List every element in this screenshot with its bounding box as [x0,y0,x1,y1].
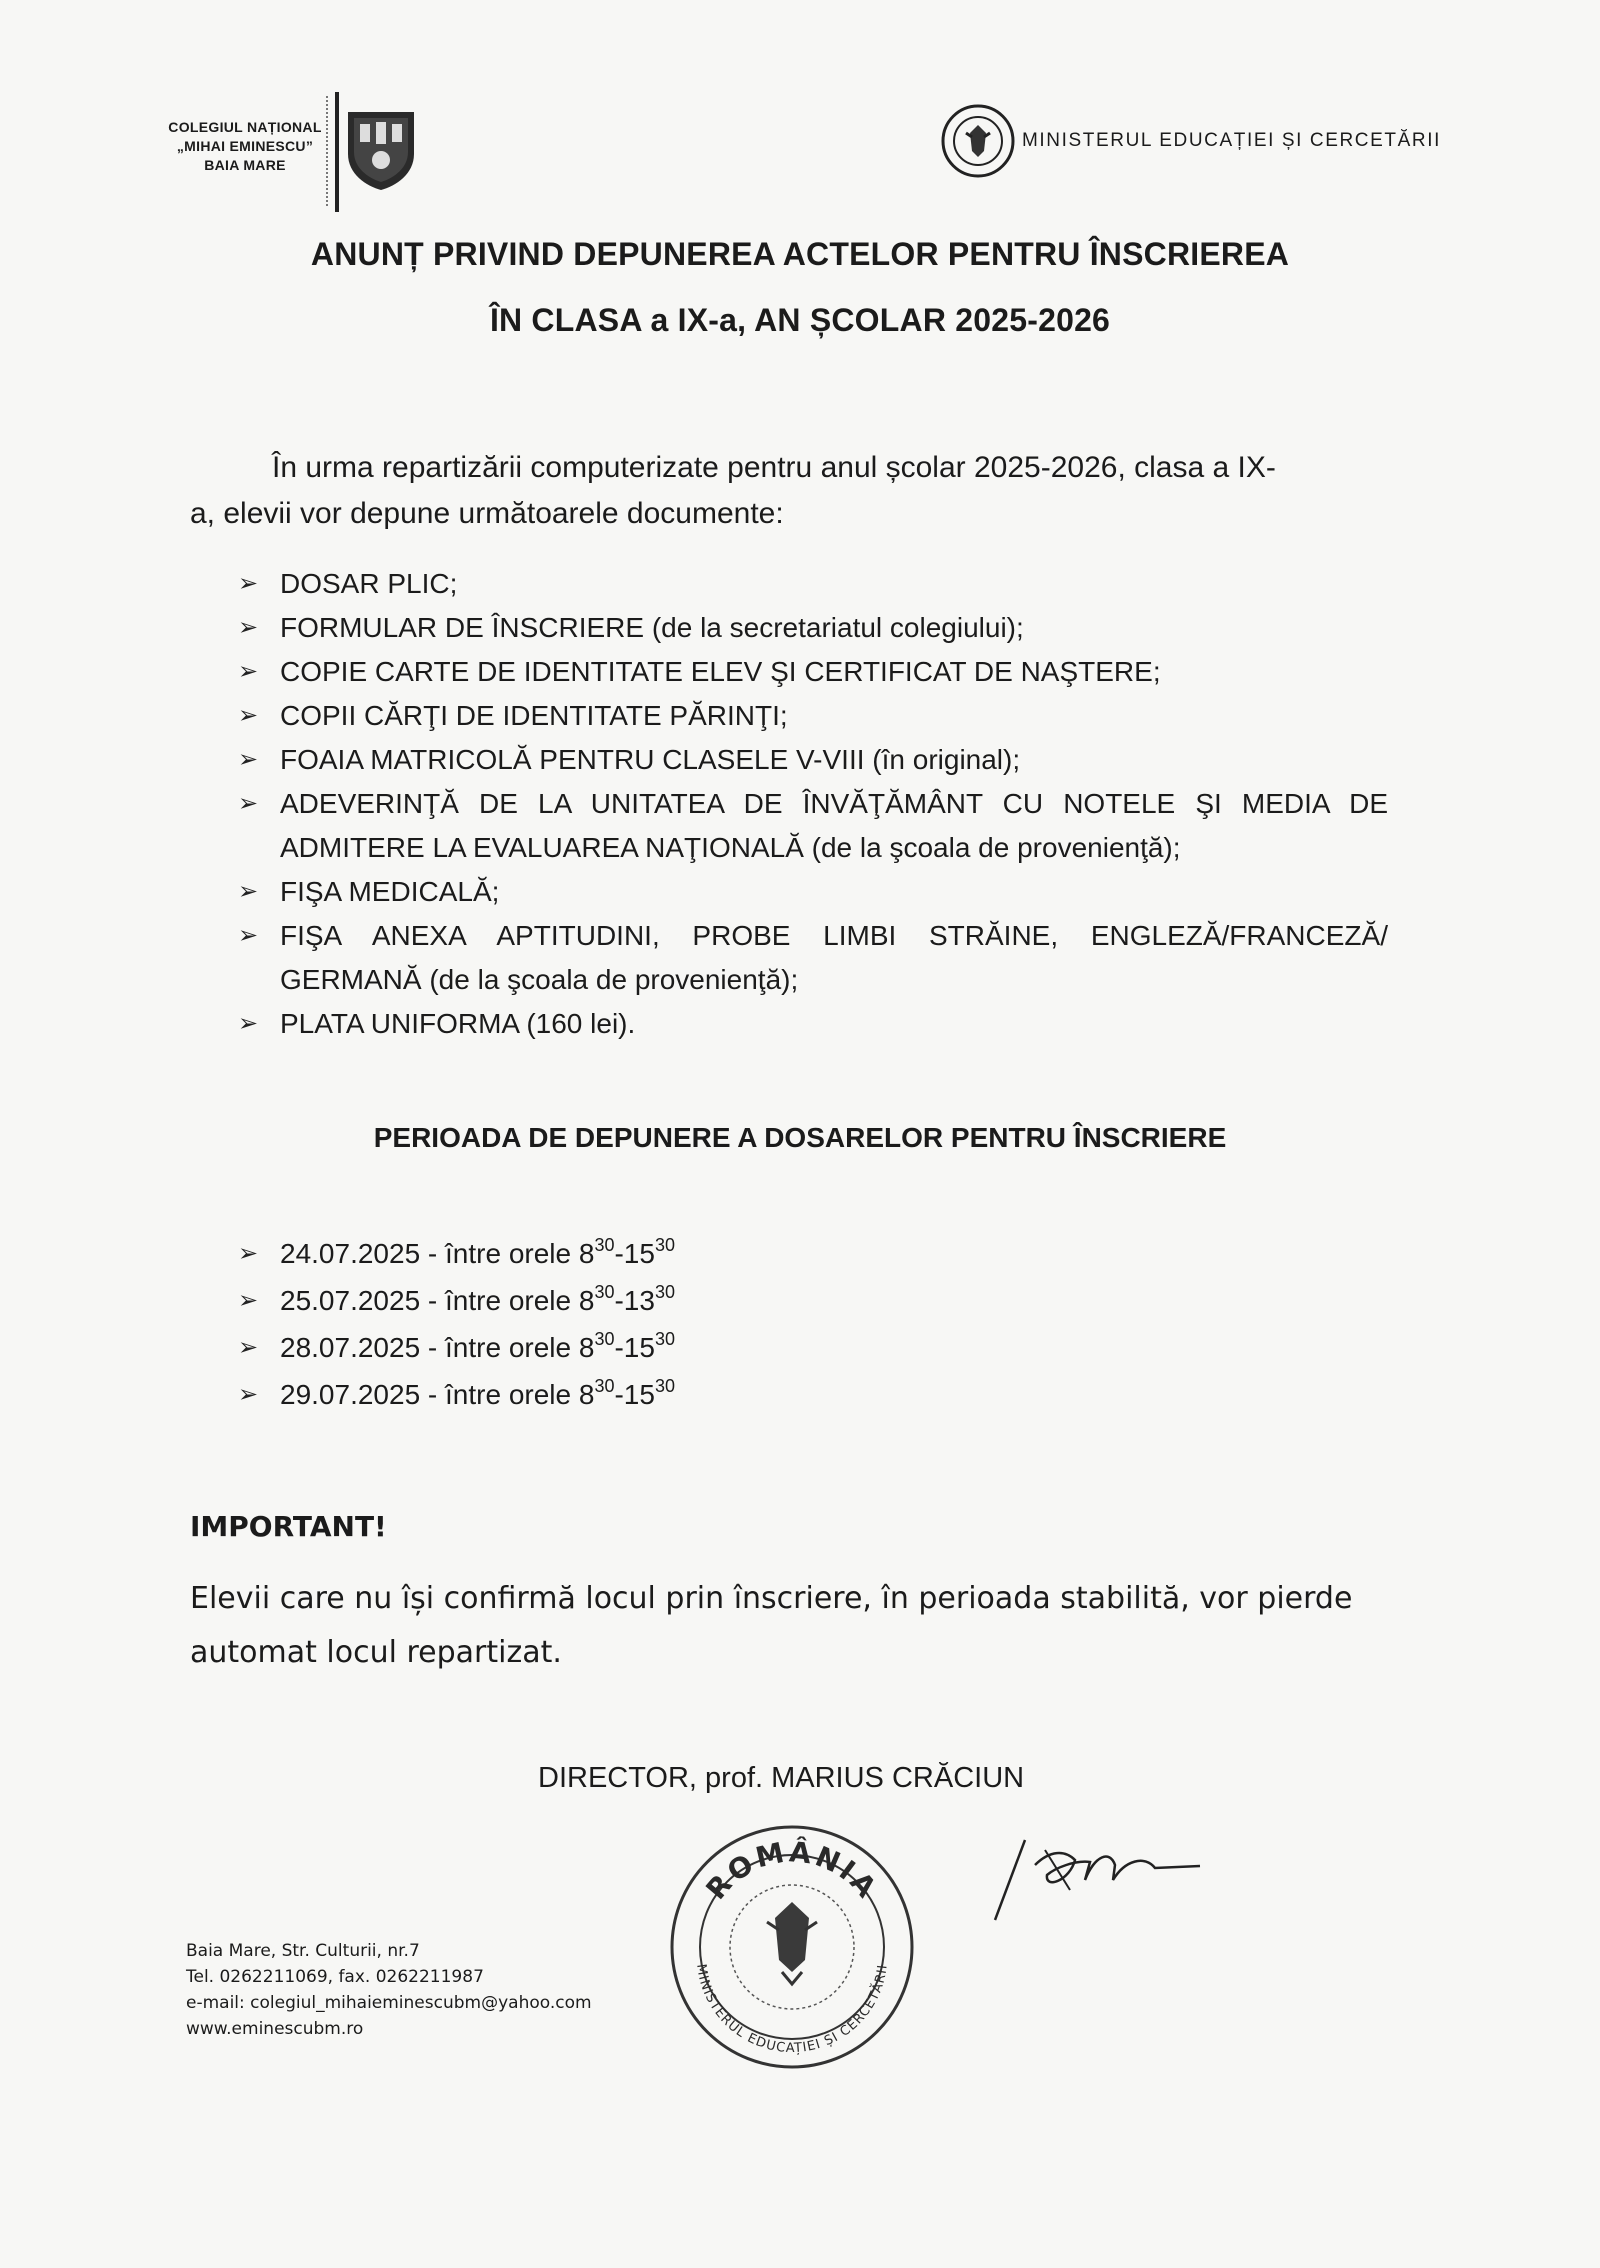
important-label: IMPORTANT! [190,1510,387,1543]
list-item: ➢ COPII CĂRŢI DE IDENTITATE PĂRINŢI; [238,694,1388,738]
list-item: ➢ FORMULAR DE ÎNSCRIERE (de la secretariatul colegiului); [238,606,1388,650]
documents-list [238,562,1388,1046]
list-item: ➢ ADEVERINŢĂ DE LA UNITATEA DE ÎNVĂŢĂMÂNT CU NOTELE ŞI MEDIA DE [238,782,1388,826]
school-crest-icon [346,110,416,192]
director-signature [975,1820,1205,1940]
arrow-bullet-icon: ➢ [238,1010,259,1037]
list-item: ➢ PLATA UNIFORMA (160 lei). [238,1002,1388,1046]
arrow-bullet-icon: ➢ [238,658,259,685]
important-notice: Elevii care nu își confirmă locul prin înscriere, în perioada stabilită, vor pierde automat locul repartizat. [190,1581,1353,1670]
school-name [150,118,340,175]
list-item: ➢ FOAIA MATRICOLĂ PENTRU CLASELE V-VIII (în original); [238,738,1388,782]
arrow-bullet-icon: ➢ [238,570,259,597]
intro-line-2: a, elevii vor depune următoarele documente: [190,497,784,530]
school-line-3: BAIA MARE [204,157,286,173]
list-item: ➢ 29.07.2025 - între orele $8^{30}-15^{30}$ [238,1373,938,1420]
header-divider [335,92,339,212]
list-item: ➢ 28.07.2025 - între orele $8^{30}-15^{30}$ [238,1326,938,1373]
ministry-seal-icon [940,103,1016,179]
svg-text:MINISTERUL EDUCAȚIEI ȘI CERCET: MINISTERUL EDUCAȚIEI ȘI CERCETĂRII [693,1963,891,2057]
header-dotted-divider [326,96,330,206]
official-stamp [667,1822,917,2072]
title-line-2: ÎN CLASA a IX-a, AN ȘCOLAR 2025-2026 [489,302,1111,338]
arrow-bullet-icon: ➢ [238,1381,259,1408]
footer-address: Baia Mare, Str. Culturii, nr.7 [186,1941,420,1961]
svg-text:ROMÂNIA: ROMÂNIA [699,1835,885,1906]
arrow-bullet-icon: ➢ [238,878,259,905]
arrow-bullet-icon: ➢ [238,1287,259,1314]
intro-line-1: În urma repartizării computerizate pentru anul școlar 2025-2026, clasa a IX- [272,451,1276,484]
arrow-bullet-icon: ➢ [238,922,259,949]
dates-list [238,1232,938,1420]
period-title: PERIOADA DE DEPUNERE A DOSARELOR PENTRU ÎNSCRIERE [373,1122,1227,1153]
arrow-bullet-icon: ➢ [238,790,259,817]
arrow-bullet-icon: ➢ [238,1334,259,1361]
footer-email[interactable]: e-mail: colegiul_mihaieminescubm@yahoo.com [186,1993,592,2013]
arrow-bullet-icon: ➢ [238,702,259,729]
footer-phone: Tel. 0262211069, fax. 0262211987 [186,1967,484,1987]
list-item-continuation: GERMANĂ (de la şcoala de provenienţă); [280,964,799,995]
arrow-bullet-icon: ➢ [238,1240,259,1267]
list-item-continuation: ADMITERE LA EVALUAREA NAŢIONALĂ (de la şcoala de provenienţă); [280,832,1181,863]
list-item: ➢ DOSAR PLIC; [238,562,1388,606]
footer-contact [186,1938,592,2042]
list-item: ➢ FIŞA ANEXA APTITUDINI, PROBE LIMBI STRĂINE, ENGLEZĂ/FRANCEZĂ/ [238,914,1388,958]
footer-website[interactable]: www.eminescubm.ro [186,2019,364,2039]
list-item: ➢ FIŞA MEDICALĂ; [238,870,1388,914]
school-line-1: COLEGIUL NAȚIONAL [168,119,322,135]
arrow-bullet-icon: ➢ [238,746,259,773]
arrow-bullet-icon: ➢ [238,614,259,641]
ministry-name: MINISTERUL EDUCAȚIEI ȘI CERCETĂRII [1022,130,1441,151]
list-item: ➢ COPIE CARTE DE IDENTITATE ELEV ŞI CERTIFICAT DE NAŞTERE; [238,650,1388,694]
director-signature-line: DIRECTOR, prof. MARIUS CRĂCIUN [538,1762,1025,1794]
school-line-2: „MIHAI EMINESCU” [176,138,314,154]
list-item: ➢ 25.07.2025 - între orele $8^{30}-13^{30}$ [238,1279,938,1326]
title-line-1: ANUNȚ PRIVIND DEPUNEREA ACTELOR PENTRU ÎNSCRIEREA [310,236,1290,272]
list-item: ➢ 24.07.2025 - între orele $8^{30}-15^{30}$ [238,1232,938,1279]
